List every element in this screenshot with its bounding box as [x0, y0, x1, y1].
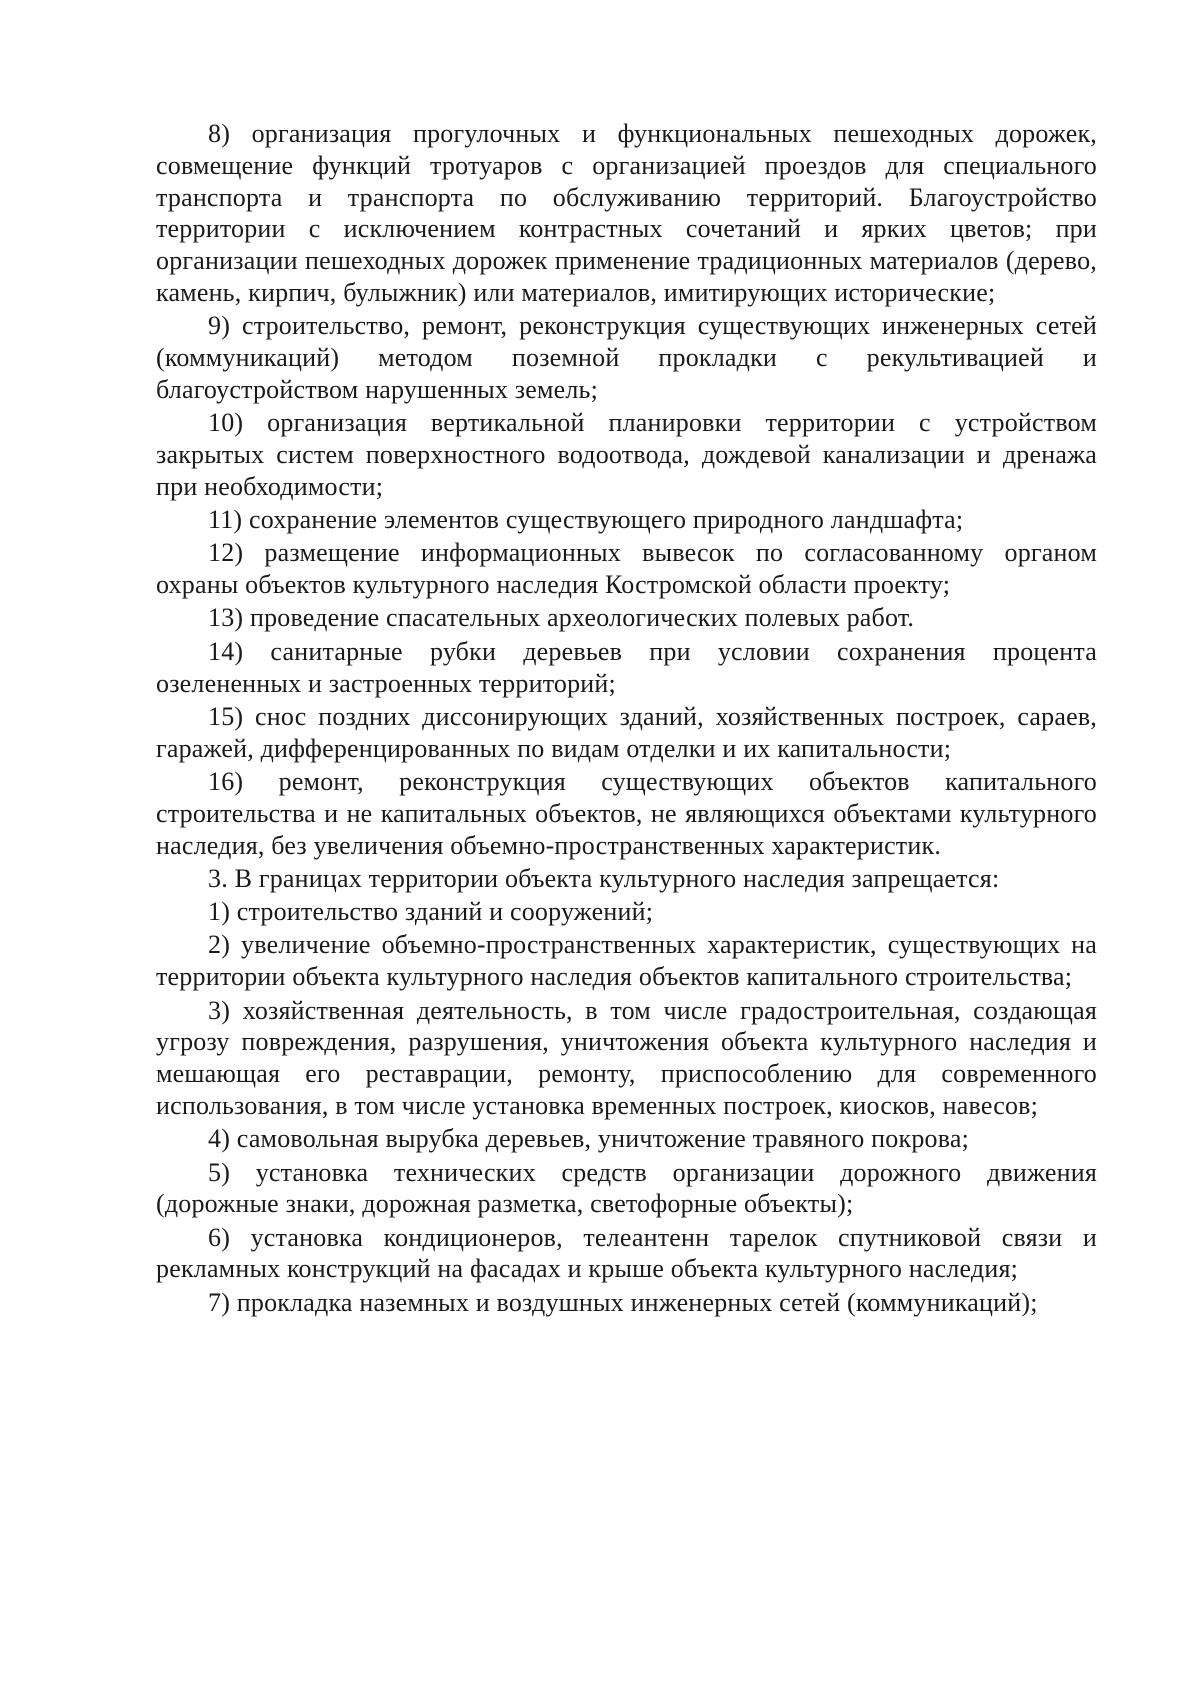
- prohibition-6-facade-equipment: 6) установка кондиционеров, телеантенн тарелок спутниковой связи и рекламных конструкций на фасадах и крыше объекта культурного наследия;: [156, 1222, 1097, 1284]
- item-8-pedestrian-paths: 8) организация прогулочных и функциональных пешеходных дорожек, совмещение функций тротуаров с организацией проездов для специального транспорта и транспорта по обслуживанию территорий. Благоустройство территории с исключением контрастных сочетаний и ярких цветов; при организации пешеходных дорожек применение традиционных материалов (дерево, камень, кирпич, булыжник) или материалов, имитирующих исторические;: [156, 119, 1097, 307]
- item-14-sanitary-felling: 14) санитарные рубки деревьев при условии сохранения процента озелененных и застроенных территорий;: [156, 636, 1097, 698]
- prohibition-7-overhead-networks: 7) прокладка наземных и воздушных инженерных сетей (коммуникаций);: [208, 1287, 1038, 1317]
- prohibition-4-tree-cutting: 4) самовольная вырубка деревьев, уничтожение травяного покрова;: [208, 1124, 970, 1154]
- prohibition-3-economic-activity: 3) хозяйственная деятельность, в том числе градостроительная, создающая угрозу повреждения, разрушения, уничтожения объекта культурного наследия и мешающая его реставрации, ремонту, приспособлению для современного использования, в том числе установка временных построек, киосков, навесов;: [156, 995, 1097, 1120]
- section-3-prohibitions-heading: 3. В границах территории объекта культурного наследия запрещается:: [208, 863, 1000, 893]
- prohibition-1-construction: 1) строительство зданий и сооружений;: [208, 897, 654, 927]
- item-16-repair-reconstruction: 16) ремонт, реконструкция существующих объектов капитального строительства и не капитальных объектов, не являющихся объектами культурного наследия, без увеличения объемно-пространственных характеристик.: [156, 766, 1097, 860]
- item-15-demolition: 15) снос поздних диссонирующих зданий, хозяйственных построек, сараев, гаражей, дифференцированных по видам отделки и их капитальности;: [156, 701, 1097, 763]
- document-page: [156, 118, 1097, 1320]
- item-12-information-signs: 12) размещение информационных вывесок по согласованному органом охраны объектов культурного наследия Костромской области проекту;: [156, 538, 1097, 600]
- item-13-archaeological-works: 13) проведение спасательных археологических полевых работ.: [208, 603, 915, 633]
- prohibition-2-volume-increase: 2) увеличение объемно-пространственных характеристик, существующих на территории объекта культурного наследия объектов капитального строительства;: [156, 930, 1097, 992]
- prohibition-5-traffic-equipment: 5) установка технических средств организации дорожного движения (дорожные знаки, дорожная разметка, светофорные объекты);: [156, 1157, 1097, 1219]
- item-9-engineering-networks: 9) строительство, ремонт, реконструкция существующих инженерных сетей (коммуникаций) методом поземной прокладки с рекультивацией и благоустройством нарушенных земель;: [156, 311, 1097, 404]
- item-11-landscape-preservation: 11) сохранение элементов существующего природного ландшафта;: [208, 505, 964, 535]
- item-10-vertical-planning: 10) организация вертикальной планировки территории с устройством закрытых систем поверхностного водоотвода, дождевой канализации и дренажа при необходимости;: [156, 408, 1097, 501]
